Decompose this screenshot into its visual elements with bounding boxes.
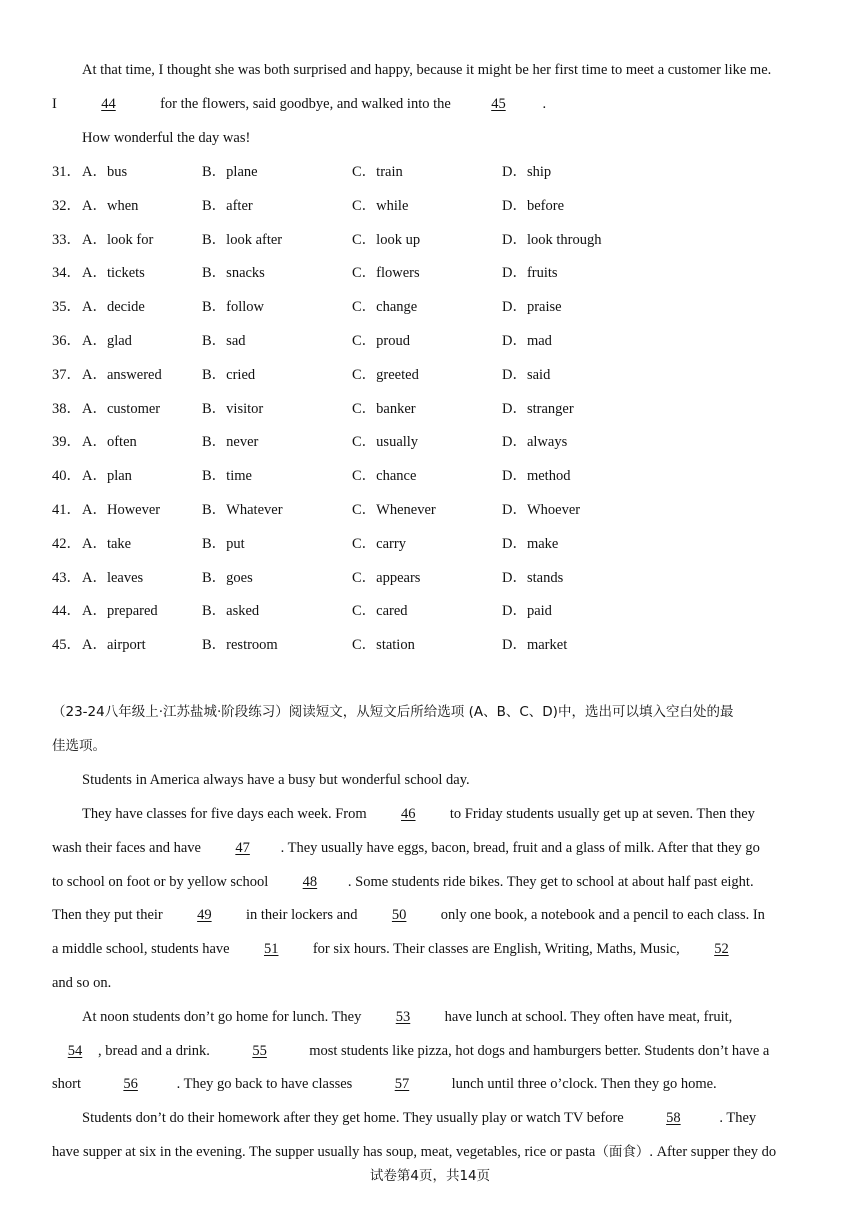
passage-line	[82, 770, 810, 790]
option-a[interactable]: A．However	[82, 502, 161, 518]
instruction-line	[52, 736, 810, 756]
option-c[interactable]: C．cared	[352, 603, 408, 620]
blank-54[interactable]: 54	[67, 1043, 83, 1059]
question-number: 39．	[52, 434, 81, 451]
option-a[interactable]: A．tickets	[82, 265, 145, 282]
option-c[interactable]: C．proud	[352, 333, 410, 349]
option-c[interactable]: C．while	[352, 197, 409, 214]
passage-line	[52, 1142, 810, 1162]
blank-53[interactable]: 53	[395, 1009, 411, 1025]
question-number: 34．	[52, 265, 81, 282]
passage-text: short	[52, 1076, 85, 1092]
option-c[interactable]: C．usually	[352, 434, 419, 451]
passage-text: in their lockers and	[242, 907, 362, 923]
passage-line	[52, 94, 810, 114]
question-number: 40．	[52, 468, 81, 485]
option-d[interactable]: D．make	[502, 535, 559, 552]
option-b[interactable]: B．put	[202, 535, 245, 552]
option-d[interactable]: D．market	[502, 637, 568, 654]
passage-line	[82, 128, 810, 148]
option-c[interactable]: C．carry	[352, 535, 406, 552]
question-number: 45．	[52, 637, 81, 654]
option-a[interactable]: A．answered	[82, 366, 162, 383]
option-c[interactable]: C．Whenever	[352, 502, 436, 518]
option-b[interactable]: B．restroom	[202, 637, 278, 654]
passage-text: （面食）	[595, 1144, 650, 1160]
option-b[interactable]: B．after	[202, 197, 253, 214]
blank-49[interactable]: 49	[197, 907, 212, 923]
option-b[interactable]: B．Whatever	[202, 502, 283, 518]
option-a[interactable]: A．bus	[82, 164, 128, 180]
option-a[interactable]: A．look for	[82, 231, 154, 248]
passage-text: How wonderful the day was!	[82, 130, 251, 146]
option-d[interactable]: D．method	[502, 468, 571, 485]
option-b[interactable]: B．cried	[202, 366, 256, 383]
option-d[interactable]: D．always	[502, 434, 568, 451]
page-footer: 试卷第4页，共14页	[369, 1168, 491, 1184]
passage-text: only one book, a notebook and a pencil to each class. In	[437, 907, 765, 923]
passage-text: Students in America always have a busy but wonderful school day.	[82, 772, 470, 788]
instruction-text: 佳选项。	[52, 738, 106, 754]
question-number: 33．	[52, 231, 81, 248]
passage-text: . Some students ride bikes. They get to school at about half past eight.	[347, 874, 754, 890]
passage-line	[82, 60, 810, 80]
option-c[interactable]: C．station	[352, 637, 415, 654]
passage-text: a middle school, students have	[52, 941, 234, 957]
passage-line	[82, 1108, 810, 1128]
question-number: 38．	[52, 400, 81, 417]
option-d[interactable]: D．said	[502, 366, 551, 383]
option-b[interactable]: B．visitor	[202, 400, 264, 417]
blank-56[interactable]: 56	[123, 1076, 138, 1092]
blank-47[interactable]: 47	[235, 840, 250, 856]
passage-line	[52, 838, 810, 858]
option-c[interactable]: C．appears	[352, 569, 421, 586]
passage-text: They have classes for five days each week. From	[82, 806, 371, 822]
option-d[interactable]: D．stranger	[502, 400, 574, 417]
passage-text: . They go back to have classes	[176, 1076, 356, 1092]
option-d[interactable]: D．Whoever	[502, 502, 581, 518]
passage-text: .	[542, 96, 547, 112]
option-d[interactable]: D．stands	[502, 569, 564, 586]
passage-line	[82, 804, 810, 824]
passage-line	[52, 1074, 810, 1094]
passage-text: most students like pizza, hot dogs and hamburgers better. Students don’t have a	[305, 1043, 770, 1059]
question-number: 36．	[52, 333, 81, 349]
passage-line	[52, 905, 810, 925]
passage-text: Students don’t do their homework after they get home. They usually play or watch TV before	[82, 1110, 628, 1126]
option-c[interactable]: C．greeted	[352, 366, 419, 383]
option-a[interactable]: A．take	[82, 535, 132, 552]
question-number: 31．	[52, 164, 81, 180]
option-c[interactable]: C．chance	[352, 468, 417, 485]
option-a[interactable]: A．decide	[82, 299, 145, 316]
blank-57[interactable]: 57	[394, 1076, 410, 1092]
blank-55[interactable]: 55	[252, 1043, 267, 1059]
blank-48[interactable]: 48	[302, 874, 318, 890]
passage-text: At noon students don’t go home for lunch. They	[82, 1009, 365, 1025]
passage-line	[52, 939, 810, 959]
option-b[interactable]: B．plane	[202, 164, 258, 180]
passage-text: . After supper they do	[649, 1144, 777, 1160]
blank-52[interactable]: 52	[714, 941, 729, 957]
passage-text: and so on.	[52, 975, 112, 991]
question-number: 37．	[52, 366, 81, 383]
option-a[interactable]: A．leaves	[82, 569, 144, 586]
passage-text: for six hours. Their classes are English, Writing, Maths, Music,	[309, 941, 684, 957]
option-c[interactable]: C．change	[352, 299, 418, 316]
passage-text: I	[52, 96, 61, 112]
blank-46[interactable]: 46	[401, 806, 416, 822]
passage-text: . They usually have eggs, bacon, bread, fruit and a glass of milk. After that they go	[280, 840, 760, 856]
instruction-line	[52, 702, 810, 722]
option-c[interactable]: C．train	[352, 164, 403, 180]
option-a[interactable]: A．prepared	[82, 603, 158, 620]
option-a[interactable]: A．customer	[82, 400, 161, 417]
blank-58[interactable]: 58	[666, 1110, 681, 1126]
option-c[interactable]: C．flowers	[352, 265, 420, 282]
blank-44[interactable]: 44	[101, 96, 116, 112]
passage-text: to Friday students usually get up at seven. Then they	[446, 806, 755, 822]
passage-text: lunch until three o’clock. Then they go home.	[447, 1076, 717, 1092]
question-number: 42．	[52, 535, 81, 552]
question-number: 32．	[52, 197, 81, 214]
passage-text: have lunch at school. They often have meat, fruit,	[441, 1009, 736, 1025]
option-b[interactable]: B．look after	[202, 231, 283, 248]
option-d[interactable]: D．ship	[502, 164, 552, 180]
option-c[interactable]: C．banker	[352, 400, 416, 417]
option-b[interactable]: B．never	[202, 434, 259, 451]
passage-line	[52, 1041, 810, 1061]
option-a[interactable]: A．plan	[82, 468, 132, 485]
passage-line	[52, 872, 810, 892]
option-b[interactable]: B．snacks	[202, 265, 265, 282]
option-b[interactable]: B．asked	[202, 603, 260, 620]
question-number: 43．	[52, 569, 81, 586]
option-a[interactable]: A．when	[82, 197, 139, 214]
passage-text: . They	[719, 1110, 757, 1126]
option-a[interactable]: A．often	[82, 434, 137, 451]
option-d[interactable]: D．mad	[502, 333, 552, 349]
blank-51[interactable]: 51	[263, 941, 279, 957]
question-number: 35．	[52, 299, 81, 316]
option-c[interactable]: C．look up	[352, 231, 421, 248]
passage-line	[82, 1007, 810, 1027]
option-d[interactable]: D．before	[502, 197, 565, 214]
option-b[interactable]: B．goes	[202, 569, 253, 586]
passage-text: to school on foot or by yellow school	[52, 874, 272, 890]
question-number: 44．	[52, 603, 81, 620]
passage-text: Then they put their	[52, 907, 167, 923]
option-b[interactable]: B．time	[202, 468, 252, 485]
blank-45[interactable]: 45	[491, 96, 506, 112]
option-d[interactable]: D．fruits	[502, 265, 558, 282]
option-d[interactable]: D．praise	[502, 299, 562, 316]
instruction-text: （23-24八年级上·江苏盐城·阶段练习）阅读短文，从短文后所给选项 (A、B、C、D)中，选出可以填入空白处的最	[52, 704, 734, 720]
passage-text: wash their faces and have	[52, 840, 205, 856]
passage-text: for the flowers, said goodbye, and walked into the	[156, 96, 455, 112]
option-d[interactable]: D．look through	[502, 231, 602, 248]
option-b[interactable]: B．sad	[202, 333, 246, 349]
option-b[interactable]: B．follow	[202, 299, 265, 316]
option-d[interactable]: D．paid	[502, 603, 552, 620]
passage-text: have supper at six in the evening. The supper usually has soup, meat, vegetables, rice or pasta	[52, 1144, 596, 1160]
question-number: 41．	[52, 502, 81, 518]
passage-text: , bread and a drink.	[98, 1043, 214, 1059]
option-a[interactable]: A．glad	[82, 333, 132, 349]
passage-text: At that time, I thought she was both surprised and happy, because it might be her first time to meet a customer like me.	[82, 62, 772, 78]
option-a[interactable]: A．airport	[82, 637, 146, 654]
passage-line	[52, 973, 810, 993]
blank-50[interactable]: 50	[391, 907, 407, 923]
